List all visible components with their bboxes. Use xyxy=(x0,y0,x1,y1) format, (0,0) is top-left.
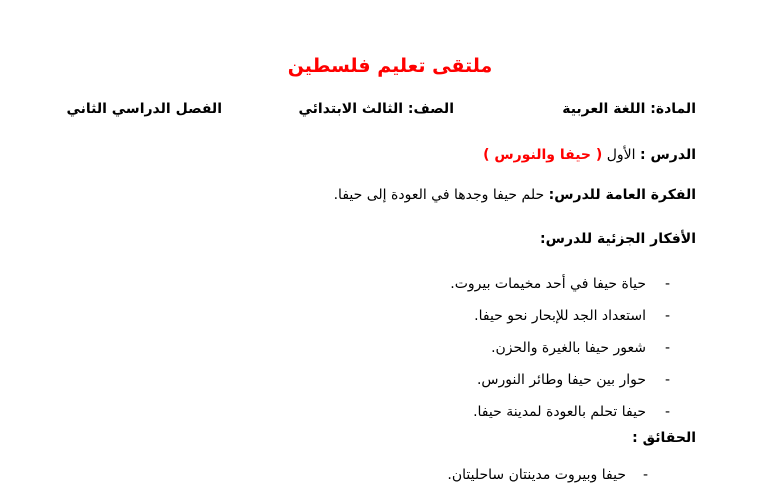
bullet-dash: - xyxy=(664,308,670,324)
sub-idea-text: شعور حيفا بالغيرة والحزن. xyxy=(491,340,646,356)
bullet-dash: - xyxy=(664,404,670,420)
bullet-dash: - xyxy=(642,467,648,483)
list-item xyxy=(450,368,670,400)
lesson-name: حيفا والنورس xyxy=(494,147,591,163)
list-item xyxy=(450,400,670,432)
list-item xyxy=(447,463,648,493)
fact-text: حيفا وبيروت مدينتان ساحليتان. xyxy=(447,467,626,483)
sub-idea-text: استعداد الجد للإبحار نحو حيفا. xyxy=(474,308,646,324)
bullet-dash: - xyxy=(664,276,670,292)
lesson-label: الدرس : xyxy=(640,147,696,163)
term-label: الفصل الدراسي الثاني xyxy=(66,101,222,117)
sub-idea-text: حيفا تحلم بالعودة لمدينة حيفا. xyxy=(473,404,646,420)
lesson-close-paren: ) xyxy=(483,147,495,163)
lesson-line xyxy=(483,147,696,163)
list-item xyxy=(450,272,670,304)
sub-ideas-list xyxy=(450,272,670,432)
list-item xyxy=(450,304,670,336)
general-idea-text: حلم حيفا وجدها في العودة إلى حيفا. xyxy=(333,187,549,203)
subject-label: المادة: اللغة العربية xyxy=(562,101,696,117)
lesson-number: الأول xyxy=(602,147,640,163)
bullet-dash: - xyxy=(664,340,670,356)
sub-idea-text: حوار بين حيفا وطائر النورس. xyxy=(476,372,646,388)
sub-idea-text: حياة حيفا في أحد مخيمات بيروت. xyxy=(450,276,646,292)
sub-ideas-heading: الأفكار الجزئية للدرس: xyxy=(540,231,696,247)
bullet-dash: - xyxy=(664,372,670,388)
general-idea-label: الفكرة العامة للدرس: xyxy=(548,187,696,203)
lesson-open-paren: ( xyxy=(591,147,603,163)
facts-heading: الحقائق : xyxy=(632,430,696,446)
general-idea-line xyxy=(334,187,696,203)
facts-list xyxy=(447,463,648,493)
grade-label: الصف: الثالث الابتدائي xyxy=(298,101,454,117)
document-title: ملتقى تعليم فلسطين xyxy=(287,55,493,77)
list-item xyxy=(450,336,670,368)
